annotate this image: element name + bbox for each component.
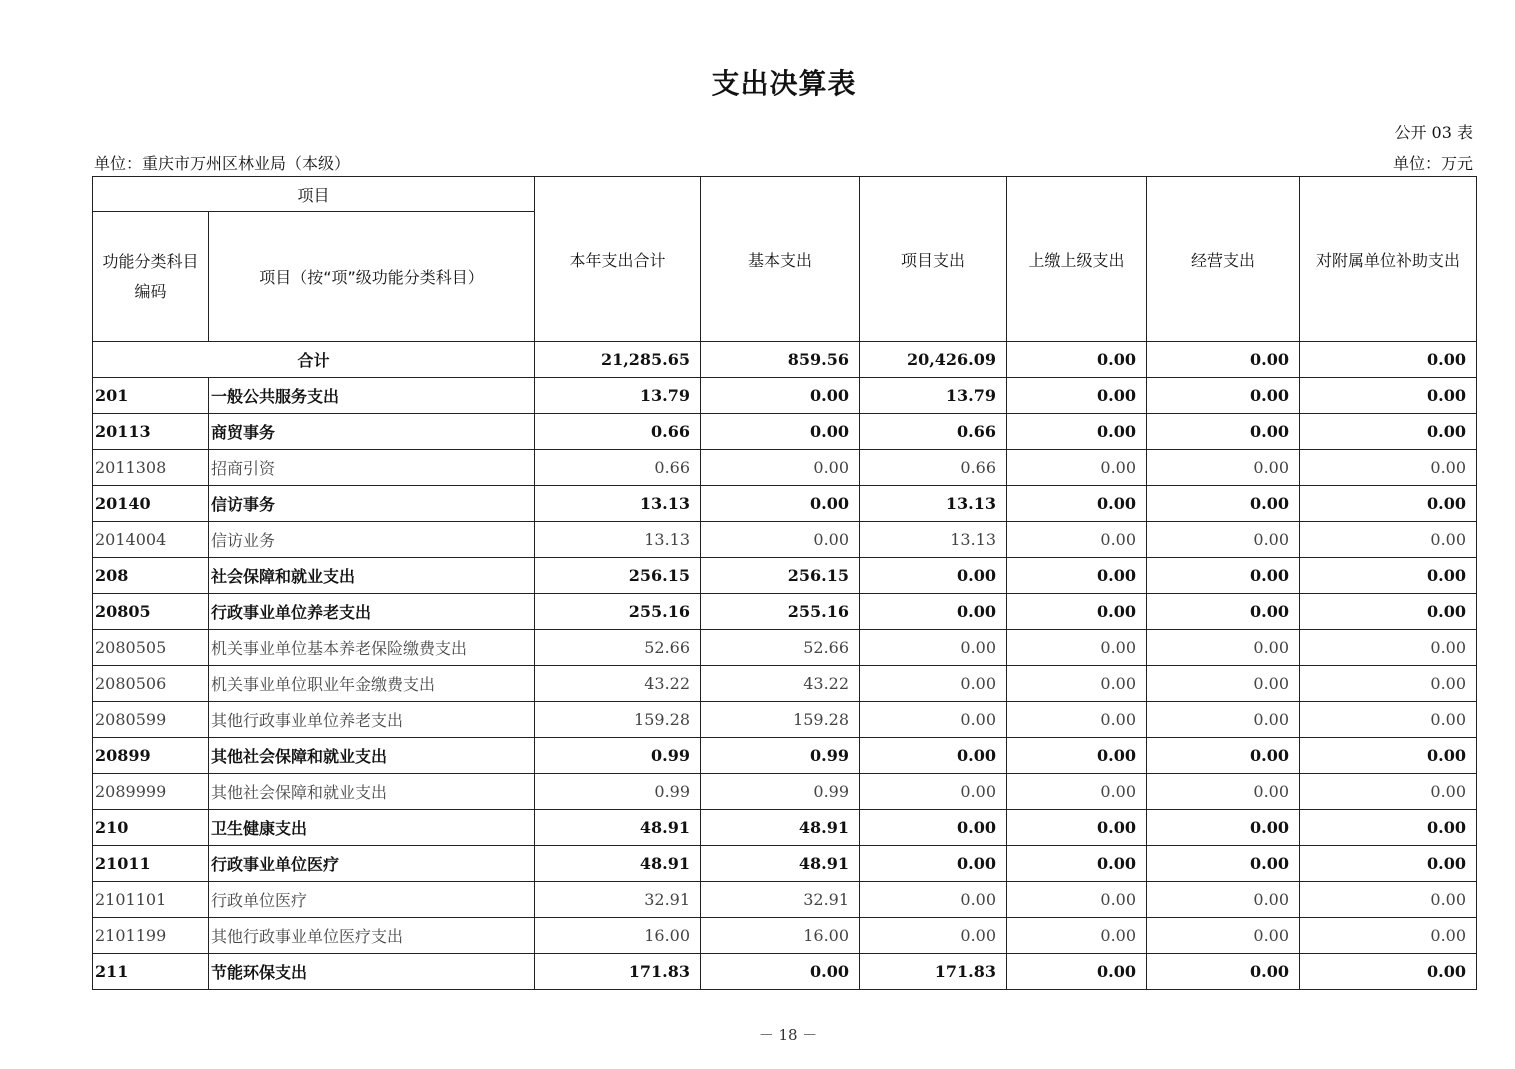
name-cell: 一般公共服务支出 [209, 378, 535, 414]
table-row [93, 738, 1477, 774]
total-row [93, 342, 1477, 378]
header-code: 功能分类科目编码 [93, 212, 209, 342]
table-row [93, 414, 1477, 450]
table-row [93, 666, 1477, 702]
value-cell: 0.00 [1007, 630, 1147, 666]
table-row [93, 954, 1477, 990]
code-cell: 2080505 [93, 630, 209, 666]
name-cell: 行政单位医疗 [209, 882, 535, 918]
value-cell: 0.00 [1147, 810, 1300, 846]
value-cell: 0.00 [1007, 414, 1147, 450]
value-cell: 0.00 [1007, 594, 1147, 630]
value-cell: 0.00 [1007, 918, 1147, 954]
name-cell: 卫生健康支出 [209, 810, 535, 846]
value-cell: 0.00 [1300, 702, 1477, 738]
name-cell: 其他社会保障和就业支出 [209, 774, 535, 810]
value-cell: 0.00 [1300, 558, 1477, 594]
code-cell: 2014004 [93, 522, 209, 558]
total-cell: 0.00 [1007, 342, 1147, 378]
name-cell: 其他行政事业单位养老支出 [209, 702, 535, 738]
table-row [93, 810, 1477, 846]
name-cell: 行政事业单位医疗 [209, 846, 535, 882]
table-row [93, 846, 1477, 882]
name-cell: 行政事业单位养老支出 [209, 594, 535, 630]
value-cell: 0.00 [1007, 846, 1147, 882]
value-cell: 0.99 [535, 738, 701, 774]
value-cell: 255.16 [535, 594, 701, 630]
code-cell: 208 [93, 558, 209, 594]
value-cell: 0.00 [1300, 846, 1477, 882]
value-cell: 0.00 [860, 594, 1007, 630]
value-cell: 0.00 [860, 702, 1007, 738]
value-cell: 43.22 [535, 666, 701, 702]
name-cell: 机关事业单位职业年金缴费支出 [209, 666, 535, 702]
value-cell: 0.00 [701, 522, 860, 558]
value-cell: 0.00 [1147, 738, 1300, 774]
header-total: 本年支出合计 [535, 177, 701, 342]
value-cell: 0.00 [1007, 774, 1147, 810]
value-cell: 0.00 [1147, 882, 1300, 918]
value-cell: 0.00 [1147, 774, 1300, 810]
header-upper-payment: 上缴上级支出 [1007, 177, 1147, 342]
page-title: 支出决算表 [711, 67, 857, 100]
value-cell: 0.66 [535, 414, 701, 450]
value-cell: 13.79 [860, 378, 1007, 414]
value-cell: 0.99 [535, 774, 701, 810]
table-row [93, 594, 1477, 630]
table-row [93, 630, 1477, 666]
code-cell: 2011308 [93, 450, 209, 486]
value-cell: 159.28 [701, 702, 860, 738]
header-project: 项目 [93, 177, 535, 212]
value-cell: 0.00 [1300, 594, 1477, 630]
value-cell: 0.00 [701, 414, 860, 450]
value-cell: 0.00 [1300, 774, 1477, 810]
value-cell: 0.00 [1007, 702, 1147, 738]
code-cell: 2101199 [93, 918, 209, 954]
value-cell: 171.83 [535, 954, 701, 990]
header-subsidy: 对附属单位补助支出 [1300, 177, 1477, 342]
value-cell: 48.91 [535, 810, 701, 846]
page-number: － 18 － [758, 1026, 818, 1044]
value-cell: 0.00 [860, 666, 1007, 702]
value-cell: 0.00 [860, 738, 1007, 774]
expenditure-table [92, 176, 1477, 990]
value-cell: 256.15 [701, 558, 860, 594]
name-cell: 其他社会保障和就业支出 [209, 738, 535, 774]
code-cell: 2089999 [93, 774, 209, 810]
value-cell: 0.00 [701, 378, 860, 414]
header-name: 项目（按“项”级功能分类科目） [209, 212, 535, 342]
value-cell: 52.66 [535, 630, 701, 666]
name-cell: 社会保障和就业支出 [209, 558, 535, 594]
table-row [93, 378, 1477, 414]
value-cell: 0.00 [1147, 594, 1300, 630]
value-cell: 0.00 [1147, 666, 1300, 702]
value-cell: 32.91 [535, 882, 701, 918]
value-cell: 0.00 [1147, 630, 1300, 666]
table-row [93, 450, 1477, 486]
value-cell: 0.00 [1007, 954, 1147, 990]
value-cell: 48.91 [701, 810, 860, 846]
value-cell: 255.16 [701, 594, 860, 630]
value-cell: 0.00 [701, 954, 860, 990]
value-cell: 0.00 [701, 450, 860, 486]
form-number: 公开 03 表 [1394, 123, 1473, 142]
value-cell: 0.00 [1300, 378, 1477, 414]
value-cell: 48.91 [701, 846, 860, 882]
value-cell: 13.13 [860, 486, 1007, 522]
code-cell: 2101101 [93, 882, 209, 918]
code-cell: 21011 [93, 846, 209, 882]
value-cell: 0.66 [860, 414, 1007, 450]
header-project-expenditure: 项目支出 [860, 177, 1007, 342]
name-cell: 节能环保支出 [209, 954, 535, 990]
code-cell: 2080599 [93, 702, 209, 738]
value-cell: 16.00 [535, 918, 701, 954]
table-row [93, 774, 1477, 810]
value-cell: 0.00 [1147, 378, 1300, 414]
header-basic: 基本支出 [701, 177, 860, 342]
table-row [93, 882, 1477, 918]
table-row [93, 918, 1477, 954]
value-cell: 0.00 [1007, 738, 1147, 774]
value-cell: 0.99 [701, 738, 860, 774]
total-cell: 20,426.09 [860, 342, 1007, 378]
value-cell: 32.91 [701, 882, 860, 918]
value-cell: 13.13 [860, 522, 1007, 558]
value-cell: 0.00 [1300, 954, 1477, 990]
value-cell: 0.00 [1007, 522, 1147, 558]
value-cell: 0.00 [1007, 450, 1147, 486]
value-cell: 0.00 [1147, 414, 1300, 450]
value-cell: 0.00 [1007, 882, 1147, 918]
code-cell: 20140 [93, 486, 209, 522]
code-cell: 201 [93, 378, 209, 414]
table-row [93, 486, 1477, 522]
value-cell: 0.00 [1300, 414, 1477, 450]
value-cell: 0.00 [1300, 522, 1477, 558]
value-cell: 0.00 [860, 630, 1007, 666]
value-cell: 0.00 [1007, 378, 1147, 414]
value-cell: 13.13 [535, 486, 701, 522]
name-cell: 商贸事务 [209, 414, 535, 450]
code-cell: 20805 [93, 594, 209, 630]
value-cell: 0.00 [1147, 846, 1300, 882]
value-cell: 0.00 [1300, 882, 1477, 918]
value-cell: 0.00 [1147, 954, 1300, 990]
value-cell: 0.66 [860, 450, 1007, 486]
value-cell: 0.00 [1007, 810, 1147, 846]
table-row [93, 702, 1477, 738]
value-cell: 0.00 [1007, 486, 1147, 522]
total-cell: 0.00 [1147, 342, 1300, 378]
name-cell: 招商引资 [209, 450, 535, 486]
value-cell: 0.00 [1300, 630, 1477, 666]
code-cell: 2080506 [93, 666, 209, 702]
value-cell: 256.15 [535, 558, 701, 594]
total-cell: 21,285.65 [535, 342, 701, 378]
value-cell: 0.99 [701, 774, 860, 810]
value-cell: 16.00 [701, 918, 860, 954]
value-cell: 0.00 [860, 774, 1007, 810]
value-cell: 52.66 [701, 630, 860, 666]
value-cell: 0.00 [1007, 666, 1147, 702]
value-cell: 0.00 [860, 882, 1007, 918]
code-cell: 211 [93, 954, 209, 990]
value-cell: 0.00 [860, 810, 1007, 846]
value-cell: 48.91 [535, 846, 701, 882]
unit-currency: 单位：万元 [1392, 154, 1473, 173]
value-cell: 0.00 [860, 918, 1007, 954]
code-cell: 20899 [93, 738, 209, 774]
value-cell: 0.00 [1147, 702, 1300, 738]
value-cell: 0.00 [1147, 522, 1300, 558]
total-label: 合计 [93, 342, 535, 378]
value-cell: 0.00 [1300, 666, 1477, 702]
value-cell: 0.00 [1300, 738, 1477, 774]
value-cell: 13.13 [535, 522, 701, 558]
code-cell: 210 [93, 810, 209, 846]
value-cell: 0.00 [860, 846, 1007, 882]
value-cell: 0.00 [1007, 558, 1147, 594]
header-business: 经营支出 [1147, 177, 1300, 342]
table-row [93, 522, 1477, 558]
value-cell: 0.00 [1147, 918, 1300, 954]
name-cell: 信访业务 [209, 522, 535, 558]
value-cell: 0.00 [701, 486, 860, 522]
value-cell: 43.22 [701, 666, 860, 702]
value-cell: 0.00 [1300, 810, 1477, 846]
total-cell: 0.00 [1300, 342, 1477, 378]
value-cell: 13.79 [535, 378, 701, 414]
value-cell: 0.00 [1300, 918, 1477, 954]
value-cell: 0.66 [535, 450, 701, 486]
code-cell: 20113 [93, 414, 209, 450]
name-cell: 其他行政事业单位医疗支出 [209, 918, 535, 954]
unit-organization: 单位：重庆市万州区林业局（本级） [94, 154, 351, 173]
name-cell: 信访事务 [209, 486, 535, 522]
value-cell: 0.00 [860, 558, 1007, 594]
value-cell: 0.00 [1300, 450, 1477, 486]
value-cell: 159.28 [535, 702, 701, 738]
value-cell: 0.00 [1300, 486, 1477, 522]
value-cell: 0.00 [1147, 450, 1300, 486]
value-cell: 171.83 [860, 954, 1007, 990]
name-cell: 机关事业单位基本养老保险缴费支出 [209, 630, 535, 666]
table-row [93, 558, 1477, 594]
total-cell: 859.56 [701, 342, 860, 378]
value-cell: 0.00 [1147, 486, 1300, 522]
value-cell: 0.00 [1147, 558, 1300, 594]
